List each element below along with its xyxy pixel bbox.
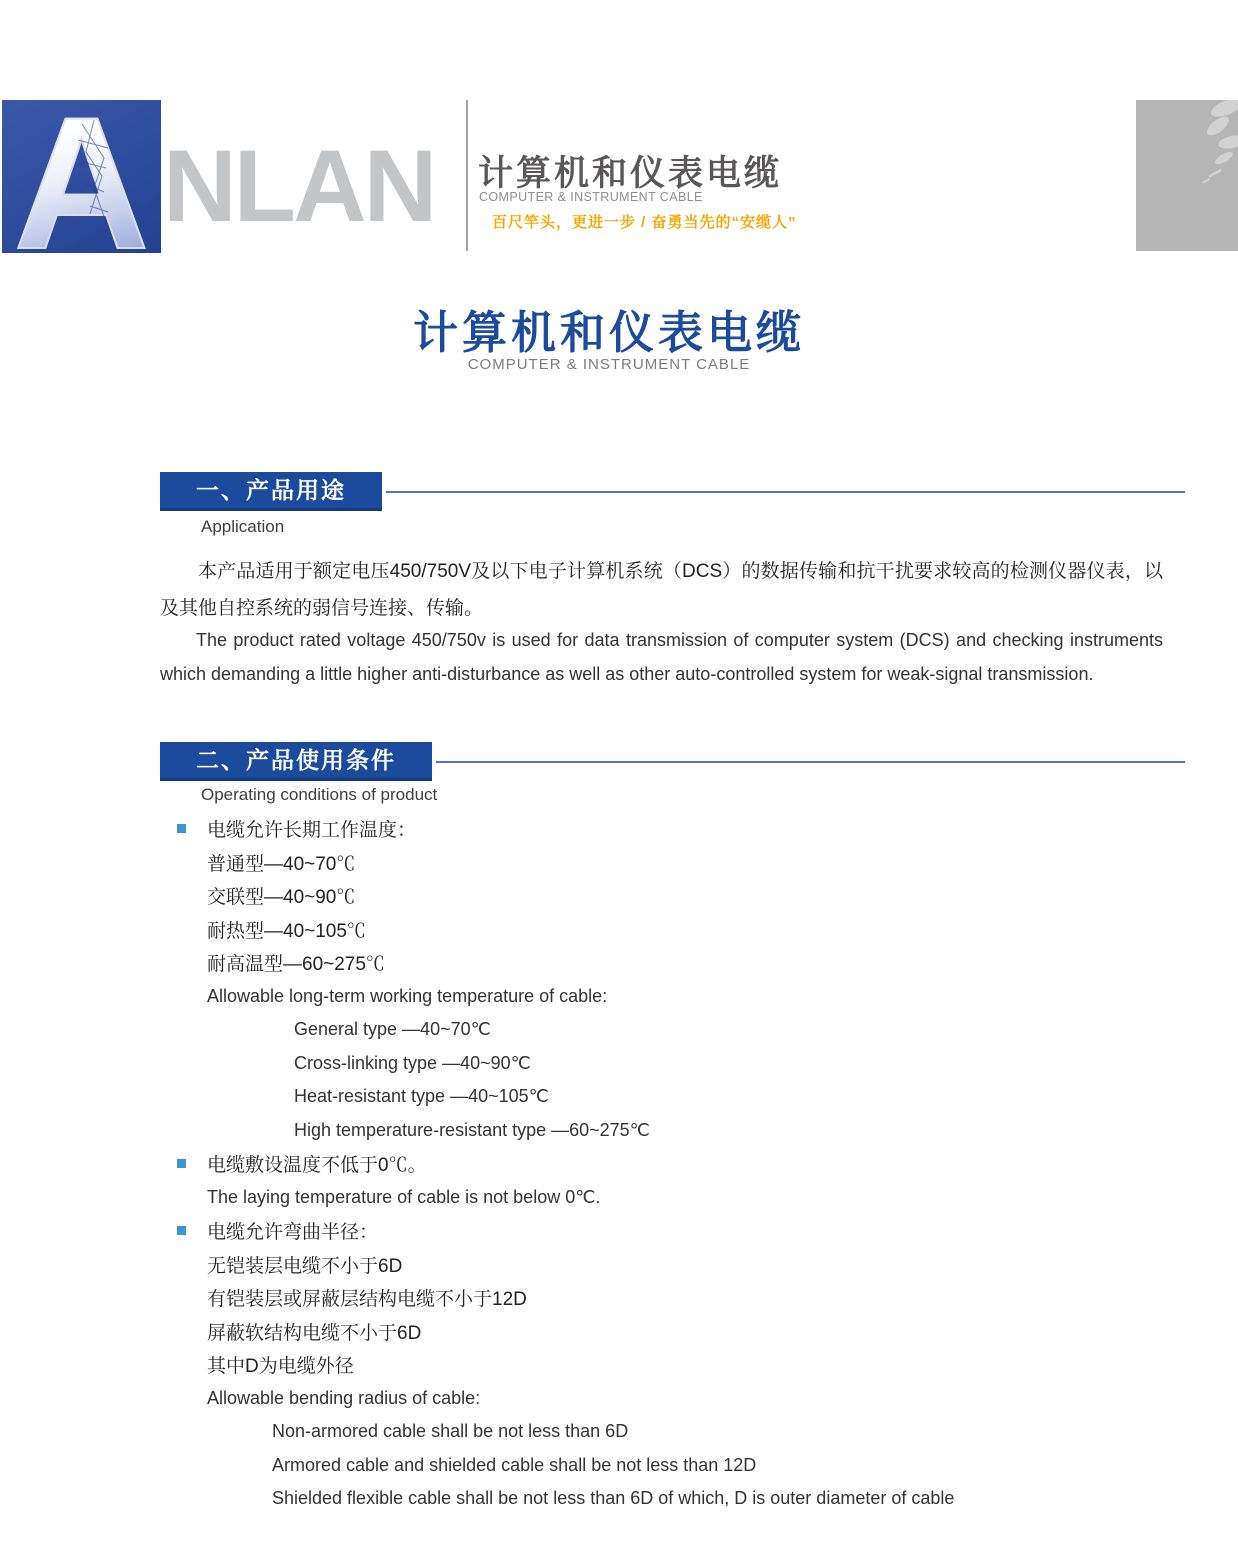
list-item <box>160 1214 1185 1248</box>
list-item <box>160 980 1185 1014</box>
condition-text: 电缆敷设温度不低于0℃。 <box>207 1155 427 1177</box>
header-divider <box>466 100 468 251</box>
square-bullet-icon <box>177 1226 186 1235</box>
list-item <box>160 812 1185 846</box>
condition-text: Allowable bending radius of cable: <box>207 1387 481 1408</box>
list-item <box>160 946 1185 980</box>
list-item <box>160 1114 1185 1148</box>
square-bullet-icon <box>177 824 186 833</box>
list-item <box>160 846 1185 880</box>
list-item <box>160 1449 1185 1483</box>
condition-text: Allowable long-term working temperature of cable: <box>207 985 608 1006</box>
header-title-en: COMPUTER & INSTRUMENT CABLE <box>479 190 703 204</box>
list-item <box>160 1147 1185 1181</box>
section2-header <box>160 742 1185 781</box>
condition-text: Armored cable and shielded cable shall be not less than 12D <box>272 1454 757 1475</box>
condition-text: Cross-linking type —40~90℃ <box>294 1052 531 1073</box>
condition-text: Heat-resistant type —40~105℃ <box>294 1086 549 1107</box>
list-item <box>160 1415 1185 1449</box>
list-item <box>160 1382 1185 1416</box>
header-slogan: 百尺竿头，更进一步 / 奋勇当先的“安缆人” <box>492 214 797 231</box>
condition-text: 屏蔽软结构电缆不小于6D <box>207 1322 422 1344</box>
list-item <box>160 1047 1185 1081</box>
list-item <box>160 1315 1185 1349</box>
condition-text: 无铠装层电缆不小于6D <box>207 1255 403 1277</box>
condition-text: 其中D为电缆外径 <box>207 1356 354 1378</box>
section2-subheading: Operating conditions of product <box>201 785 438 804</box>
section1-subheading: Application <box>201 517 285 536</box>
condition-text: Shielded flexible cable shall be not less than 6D of which, D is outer diameter of cable <box>272 1488 955 1509</box>
list-item <box>160 1482 1185 1516</box>
condition-text: 普通型—40~70℃ <box>207 853 356 875</box>
list-item <box>160 879 1185 913</box>
application-paragraph-en: The product rated voltage 450/750v is used for data transmission of computer system (DCS) and checking instruments which demanding a little higher anti-disturbance as well as other auto-controlled system for weak-signal transmission. <box>160 630 1163 684</box>
page-subtitle: COMPUTER & INSTRUMENT CABLE <box>467 356 751 373</box>
list-item <box>160 1080 1185 1114</box>
square-bullet-icon <box>177 1159 186 1168</box>
condition-text: General type —40~70℃ <box>294 1019 491 1040</box>
condition-text: 有铠装层或屏蔽层结构电缆不小于12D <box>207 1289 527 1311</box>
logo-text-nlan: NLAN <box>163 129 435 243</box>
list-item <box>160 1348 1185 1382</box>
list-item <box>160 1281 1185 1315</box>
condition-text: High temperature-resistant type —60~275℃ <box>294 1119 650 1140</box>
section2-rule-line <box>436 761 1185 763</box>
application-paragraph-cn: 本产品适用于额定电压450/750V及以下电子计算机系统（DCS）的数据传输和抗干扰要求较高的检测仪器仪表，以及其他自控系统的弱信号连接、传输。 <box>160 561 1163 619</box>
condition-text: 耐热型—40~105℃ <box>207 920 366 942</box>
condition-text: 耐高温型—60~275℃ <box>207 954 385 976</box>
section1-heading-badge: 一、产品用途 <box>160 472 382 511</box>
condition-text: 电缆允许长期工作温度： <box>207 820 417 842</box>
condition-text: Non-armored cable shall be not less than 6D <box>272 1421 629 1442</box>
header-title-cn: 计算机和仪表电缆 <box>478 154 783 193</box>
page-title: 计算机和仪表电缆 <box>412 307 805 358</box>
section1-header <box>160 472 1185 511</box>
condition-text: The laying temperature of cable is not below 0℃. <box>207 1186 601 1207</box>
condition-text: 交联型—40~90℃ <box>207 887 356 909</box>
leaf-branch-icon <box>1174 100 1238 226</box>
list-item <box>160 1181 1185 1215</box>
brand-logo <box>2 77 161 288</box>
list-item <box>160 1013 1185 1047</box>
section1-rule-line <box>386 491 1185 493</box>
list-item <box>160 913 1185 947</box>
operating-conditions-list <box>160 812 1185 1516</box>
condition-text: 电缆允许弯曲半径： <box>207 1222 379 1244</box>
section2-heading-badge: 二、产品使用条件 <box>160 742 432 781</box>
list-item <box>160 1248 1185 1282</box>
logo-letter-a: A <box>13 77 150 288</box>
header-decor-box <box>1136 100 1238 251</box>
